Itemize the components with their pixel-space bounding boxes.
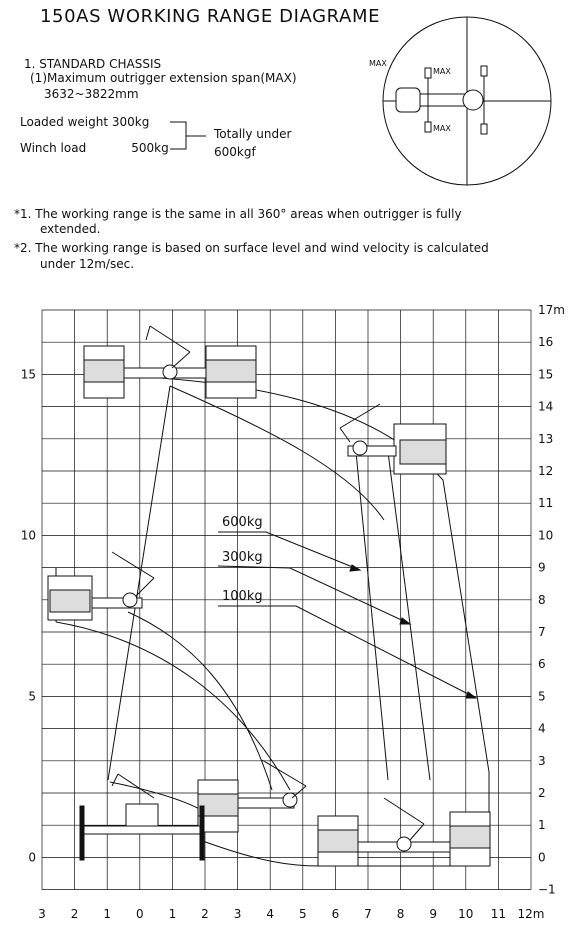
note-1: *1. The working range is the same in all 360° areas when outrigger is fully — [14, 207, 462, 221]
right-y-tick-label: 7 — [538, 625, 546, 639]
spec-span: 3632~3822mm — [44, 87, 139, 101]
note-2-cont: under 12m/sec. — [40, 257, 135, 271]
spec-chassis: 1. STANDARD CHASSIS — [24, 57, 162, 71]
load-bracket — [170, 122, 206, 149]
boom-line-b — [356, 452, 388, 780]
x-tick-label: 5 — [298, 907, 307, 921]
right-y-tick-label: 3 — [538, 753, 546, 768]
note-1-cont: extended. — [40, 222, 101, 236]
right-y-tick-label: 4 — [538, 721, 546, 736]
left-y-tick-label: 0 — [28, 850, 36, 865]
right-y-tick-label: 11 — [538, 496, 554, 511]
diagram-title: 150AS WORKING RANGE DIAGRAME — [40, 6, 381, 27]
x-tick-label: 6 — [331, 907, 340, 921]
machine-ground-left — [80, 774, 204, 860]
right-y-tick-label: 12 — [538, 464, 554, 478]
right-y-tick-label: 2 — [538, 786, 546, 800]
x-tick-label: 10 — [458, 907, 474, 921]
x-tick-label: 0 — [135, 907, 144, 921]
x-tick-label: 3 — [233, 907, 242, 921]
left-y-tick-label: 10 — [20, 528, 36, 543]
right-y-tick-label: 6 — [538, 657, 546, 672]
x-tick-label: 8 — [396, 907, 405, 921]
boom-line-a — [108, 386, 170, 780]
right-y-tick-label: 0 — [538, 850, 546, 865]
spec-outrigger: (1)Maximum outrigger extension span(MAX) — [30, 71, 297, 85]
winch-load-value: 500kg — [131, 141, 169, 155]
right-y-tick-label: 15 — [538, 367, 554, 382]
x-axis — [38, 907, 544, 921]
right-y-tick-label: 16 — [538, 335, 554, 350]
lower-outer-arc — [56, 622, 290, 790]
total-line-2: 600kgf — [214, 145, 256, 159]
right-y-tick-label: 8 — [538, 592, 546, 607]
x-tick-label: 1 — [103, 907, 112, 921]
total-line-1: Totally under — [214, 127, 292, 141]
right-y-tick-label: −1 — [538, 882, 556, 897]
inset-max-top: MAX — [433, 67, 451, 76]
x-tick-label: 11 — [490, 907, 507, 921]
machine-ground-right — [318, 798, 490, 866]
right-y-tick-label: 10 — [538, 528, 554, 543]
inset-max-bottom: MAX — [433, 124, 451, 133]
right-y-tick-label: 14 — [538, 399, 554, 414]
right-y-tick-label: 9 — [538, 560, 546, 575]
x-tick-label: 2 — [201, 907, 209, 921]
x-tick-label: 4 — [266, 907, 275, 921]
boom-line-c — [388, 452, 430, 780]
right-y-axis — [538, 303, 565, 897]
left-y-axis — [21, 367, 36, 864]
right-y-tick-label: 17m — [538, 303, 565, 317]
x-tick-label: 9 — [429, 907, 438, 921]
left-y-tick-label: 15 — [20, 367, 36, 382]
right-y-tick-label: 13 — [538, 431, 554, 446]
right-y-tick-label: 1 — [538, 818, 546, 833]
load-label-600kg: 600kg — [222, 515, 263, 530]
winch-load-label: Winch load — [20, 141, 87, 155]
note-2: *2. The working range is based on surface level and wind velocity is calculated — [14, 241, 489, 255]
load-label-300kg: 300kg — [222, 550, 263, 565]
loaded-weight: Loaded weight 300kg — [20, 115, 150, 129]
x-tick-label: 7 — [364, 907, 372, 921]
inset-max-left: MAX — [369, 59, 387, 68]
right-y-tick-label: 5 — [538, 689, 546, 704]
x-tick-label: 12m — [517, 907, 545, 921]
x-tick-label: 2 — [70, 907, 79, 921]
machine-lower-middle — [198, 760, 306, 832]
x-tick-label: 3 — [38, 907, 46, 921]
left-y-tick-label: 5 — [28, 689, 36, 704]
x-tick-label: 1 — [168, 907, 177, 921]
inner-arc — [128, 612, 272, 790]
outrigger-inset — [383, 17, 551, 185]
load-label-100kg: 100kg — [222, 589, 263, 604]
